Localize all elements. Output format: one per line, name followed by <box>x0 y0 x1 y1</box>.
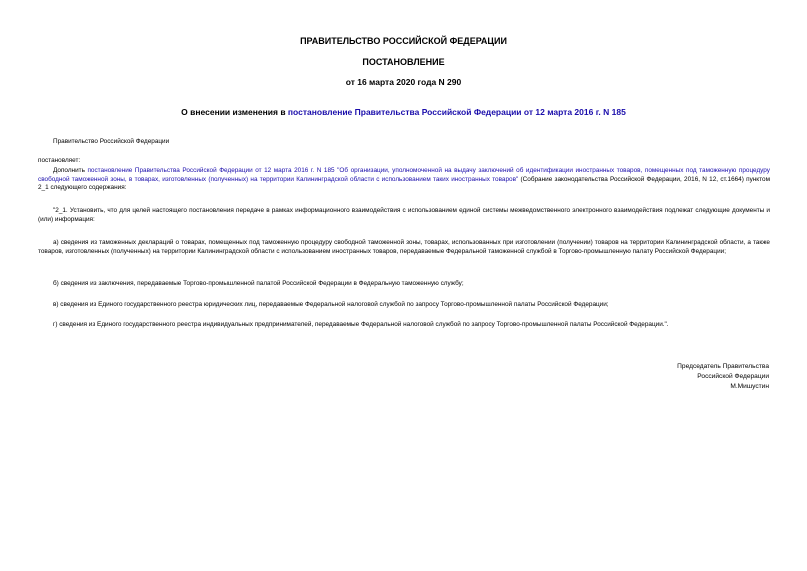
date-number-heading: от 16 марта 2020 года N 290 <box>345 77 462 87</box>
p1-prefix: Дополнить <box>53 167 88 174</box>
paragraph-2-1: "2_1. Установить, что для целей настоящего постановления передаче в рамках информационного взаимодействия с использованием единой системы межведомственного электронного взаимодействия подлежат следующие документы и (или) информация: <box>38 207 770 223</box>
list-item-g: г) сведения из Единого государственного реестра индивидуальных предпринимателей, передаваемые Федеральной налоговой службой по запросу Торгово-промышленной палаты Российской Федерации.". <box>53 321 669 328</box>
p1-suffix: (Собрание законодательства Российской Федерации, 2016, N 12, ст.1664) пунктом 2_1 следующего содержания: <box>38 175 770 192</box>
signature-title: Председатель Правительства <box>677 363 769 370</box>
title-link[interactable]: постановление Правительства Российской Федерации от 12 марта 2016 г. N 185 <box>287 107 626 117</box>
list-item-a: а) сведения из таможенных деклараций о товарах, помещенных под таможенную процедуру свободной таможенной зоны, товарах, использованных при изготовлении (получении) товаров на территории Калининградской области, а также товаров, изготовленных (полученных) на территории Калининградской области с использованием иностранных товаров, передаваемые Федеральной таможенной службой в Торгово-промышленную палату Российской Федерации; <box>38 239 770 255</box>
doc-type-heading: ПОСТАНОВЛЕНИЕ <box>362 57 445 67</box>
government-heading: ПРАВИТЕЛЬСТВО РОССИЙСКОЙ ФЕДЕРАЦИИ <box>300 36 507 46</box>
title-prefix: О внесении изменения в <box>181 107 288 117</box>
p1-link[interactable]: постановление Правительства Российской Федерации от 12 марта 2016 г. N 185 "Об организации, уполномоченной на выдачу заключений об идентификации иностранных товаров, помещенных под таможенную процедуру свободной таможенной зоны, в товарах, изготовленных (полученных) на территории Калининградской области с использованием таких иностранных товаров" <box>38 167 770 183</box>
document-title <box>0 107 807 117</box>
paragraph-amendment <box>38 167 770 193</box>
signature-name: М.Мишустин <box>730 383 769 390</box>
list-item-b: б) сведения из заключения, передаваемые Торгово-промышленной палатой Российской Федерации в Федеральную таможенную службу; <box>53 280 464 287</box>
government-line: Правительство Российской Федерации <box>53 138 170 145</box>
signature-block <box>569 362 769 392</box>
signature-org: Российской Федерации <box>697 373 769 380</box>
list-item-v: в) сведения из Единого государственного реестра юридических лиц, передаваемые Федеральной налоговой службой по запросу Торгово-промышленной палаты Российской Федерации; <box>53 301 609 308</box>
resolves-line: постановляет: <box>38 157 81 164</box>
